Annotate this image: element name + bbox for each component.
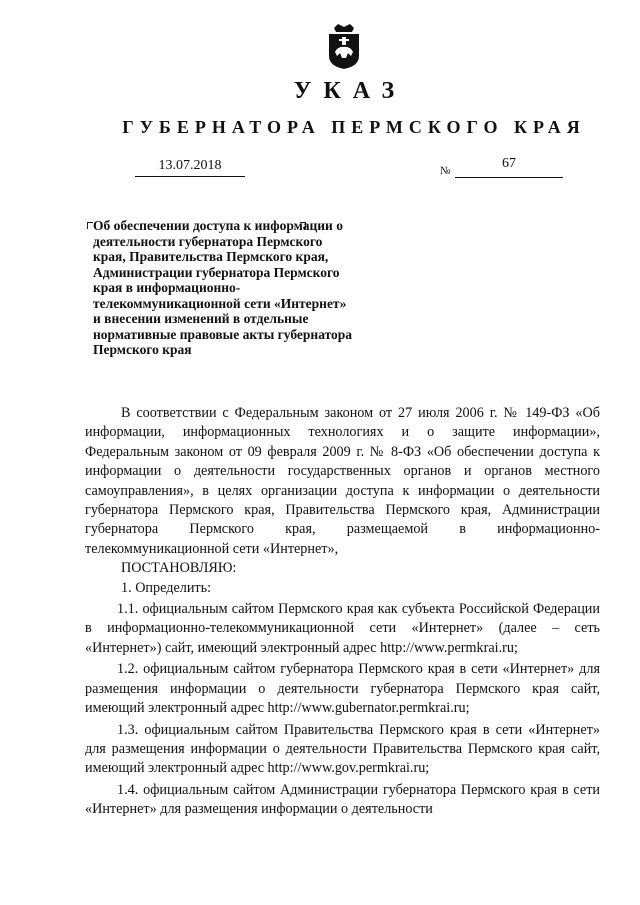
item-1: 1. Определить: — [121, 579, 212, 596]
document-subtitle: ГУБЕРНАТОРА ПЕРМСКОГО КРАЯ — [122, 117, 586, 137]
document-heading: Об обеспечении доступа к информации о деятельности губернатора Пермского края, Правительства Пермского края, Администрации губернатора Пермского края в информационно-телекоммуникационной сети «Интернет» и внесении изменений в отдельные нормативные правовые акты губернатора Пермского края — [93, 218, 353, 357]
decree-word: ПОСТАНОВЛЯЮ: — [121, 560, 237, 577]
document-date: 13.07.2018 — [158, 158, 222, 173]
item-1-3: 1.3. официальным сайтом Правительства Пермского края в сети «Интернет» для размещения информации о деятельности Правительства Пермского края сайт, имеющий электронный адрес http://www.gov.permkrai.ru; — [85, 721, 600, 777]
item-1-2: 1.2. официальным сайтом губернатора Пермского края в сети «Интернет» для размещения информации о деятельности губернатора Пермского края сайт, имеющий электронный адрес http://www.gubernator.permkrai.ru; — [85, 661, 600, 717]
item-1-1: 1.1. официальным сайтом Пермского края как субъекта Российской Федерации в информационно-телекоммуникационной сети «Интернет» (далее – сеть «Интернет») сайт, имеющий электронный адрес http://www.permkrai.ru; — [85, 601, 600, 656]
document-body — [85, 404, 600, 820]
preamble-paragraph: В соответствии с Федеральным законом от 27 июля 2006 г. № 149-ФЗ «Об информации, информационных технологиях и о защите информации», Федеральным законом от 09 февраля 2009 г. № 8-ФЗ «Об обеспечении доступа к информации о деятельности государственных органов и органов местного самоуправления», в целях организации доступа к информации о деятельности губернатора Пермского края, Правительства Пермского края, Администрации губернатора Пермского края, размещаемой в информационно-телекоммуникационной сети «Интернет», — [85, 405, 600, 557]
date-underline — [135, 176, 245, 177]
number-underline — [455, 177, 563, 178]
coat-of-arms-icon — [326, 22, 362, 70]
number-sign: № — [440, 165, 451, 177]
document-title: УКАЗ — [293, 78, 407, 104]
item-1-4: 1.4. официальным сайтом Администрации губернатора Пермского края в сети «Интернет» для размещения информации о деятельности — [85, 781, 600, 818]
document-number: 67 — [502, 156, 516, 171]
